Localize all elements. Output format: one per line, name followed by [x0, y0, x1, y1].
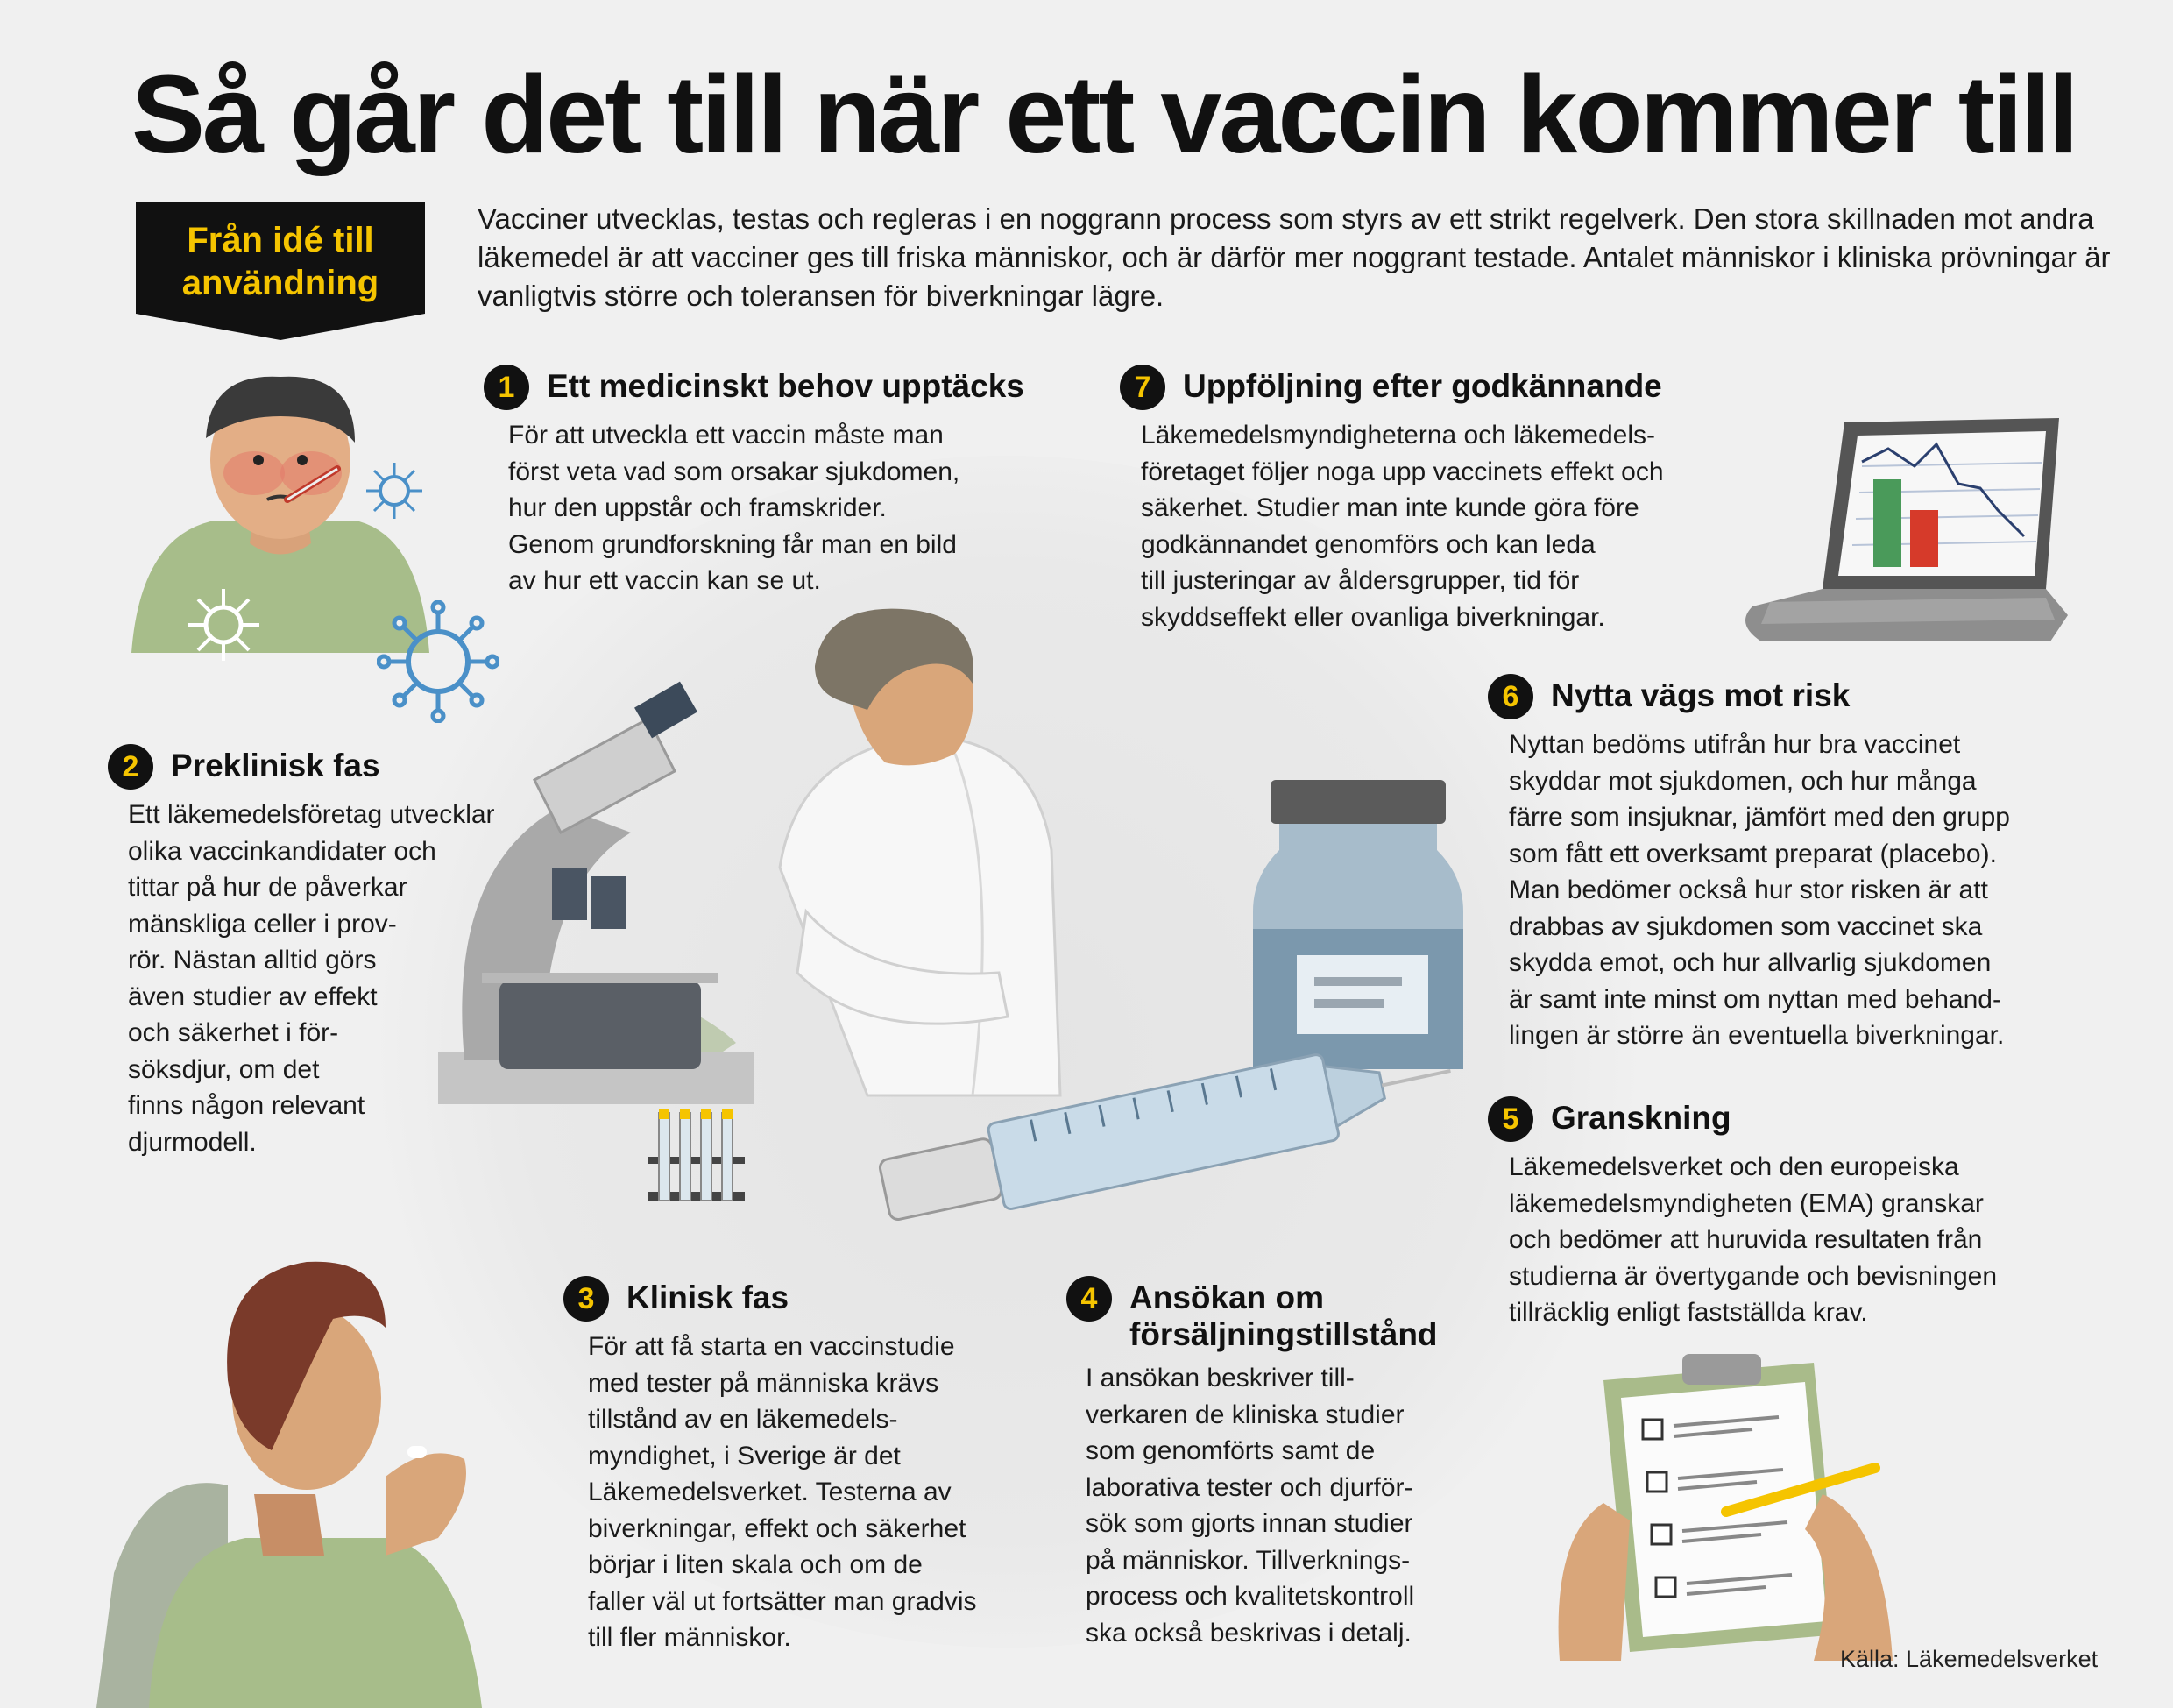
- step-5: [1488, 1100, 2154, 1331]
- page-title: Så går det till när ett vaccin kommer till: [131, 53, 2077, 176]
- step-1: [484, 368, 1115, 599]
- step-4: [1066, 1279, 1540, 1651]
- step-text: Ett läkemedelsföretag utvecklar olika vaccinkandidater och tittar på hur de påverkar mänskliga celler i prov- rör. Nästan alltid görs även studier av effekt och säkerhet i för- söksdjur, om det finns någon relevant djurmodell.: [128, 800, 495, 1157]
- virus-icon: [364, 460, 425, 521]
- step-2: [108, 748, 598, 1160]
- step-6: [1488, 677, 2154, 1054]
- step-text: Läkemedelsmyndigheterna och läkemedels- företaget följer noga upp vaccinets effekt och säkerhet. Studier man inte kunde göra före godkännandet genomförs och kan leda till justeringar av åldersgrupper, tid för skyddseffekt eller ovanliga biverkningar.: [1141, 421, 1664, 632]
- step-text: Nyttan bedöms utifrån hur bra vaccinet skyddar mot sjukdomen, och hur många färre som insjuknar, jämfört med den grupp som fått ett overksamt preparat (placebo). Man bedömer också hur stor risken är att drabbas av sjukdomen som vaccinet ska skydda emot, och hur allvarlig sjukdomen är samt inte minst om nyttan med behand- lingen är större än eventuella biverkningar.: [1509, 730, 2010, 1050]
- step-title: Ett medicinskt behov upptäcks: [547, 368, 1024, 404]
- step-number: 5: [1488, 1096, 1533, 1142]
- step-text: För att utveckla ett vaccin måste man först veta vad som orsakar sjukdomen, hur den uppstår och framskrider. Genom grundforskning får man en bild av hur ett vaccin kan se ut.: [508, 421, 960, 595]
- step-7: [1120, 368, 1751, 635]
- step-number: 6: [1488, 674, 1533, 719]
- step-3: [563, 1279, 1107, 1656]
- woman-taking-pill-illustration: [96, 1223, 534, 1708]
- step-number: 1: [484, 365, 529, 410]
- tag-label: [136, 202, 425, 340]
- step-title: Granskning: [1551, 1100, 1731, 1136]
- step-title: Ansökan om försäljningstillstånd: [1129, 1279, 1438, 1352]
- step-title: Nytta vägs mot risk: [1551, 677, 1851, 713]
- step-title: Preklinisk fas: [171, 748, 380, 783]
- step-number: 2: [108, 744, 153, 790]
- step-title: Klinisk fas: [626, 1279, 789, 1315]
- step-title: Uppföljning efter godkännande: [1183, 368, 1662, 404]
- step-text: För att få starta en vaccinstudie med tester på människa krävs tillstånd av en läkemedels- myndighet, i Sverige är det Läkemedelsverket. Testerna av biverkningar, effekt och säkerhet börjar i liten skala och om de faller väl ut fortsätter man gradvis till fler människor.: [588, 1332, 977, 1652]
- intro-text: Vacciner utvecklas, testas och regleras i en noggrann process som styrs av ett strikt regelverk. Den stora skillnaden mot andra läkemedel är att vacciner ges till friska människor, och är därför mer noggrant testade. Antalet människor i kliniska prövningar är vanligtvis större och toleransen för biverkningar lägre.: [478, 202, 2111, 312]
- step-text: I ansökan beskriver till- verkaren de kliniska studier som genomförts samt de laborativa tester och djurför- sök som gjorts innan studier på människor. Tillverknings- process och kvalitetskontroll ska också beskrivas i detalj.: [1086, 1364, 1415, 1648]
- syringe-illustration: [841, 1008, 1455, 1236]
- step-number: 3: [563, 1276, 609, 1322]
- source-credit: Källa: Läkemedelsverket: [1840, 1646, 2099, 1672]
- laptop-chart-illustration: [1700, 405, 2068, 650]
- virus-icon: [184, 585, 263, 664]
- step-number: 4: [1066, 1276, 1112, 1322]
- tag-text: Från idé till användning: [181, 221, 379, 302]
- step-text: Läkemedelsverket och den europeiska läkemedelsmyndigheten (EMA) granskar och bedömer att huruvida resultaten från studierna är övertygande och bevisningen tillräcklig enligt fastställda krav.: [1509, 1152, 1998, 1327]
- clipboard-checklist-illustration: [1551, 1345, 1910, 1661]
- step-number: 7: [1120, 365, 1165, 410]
